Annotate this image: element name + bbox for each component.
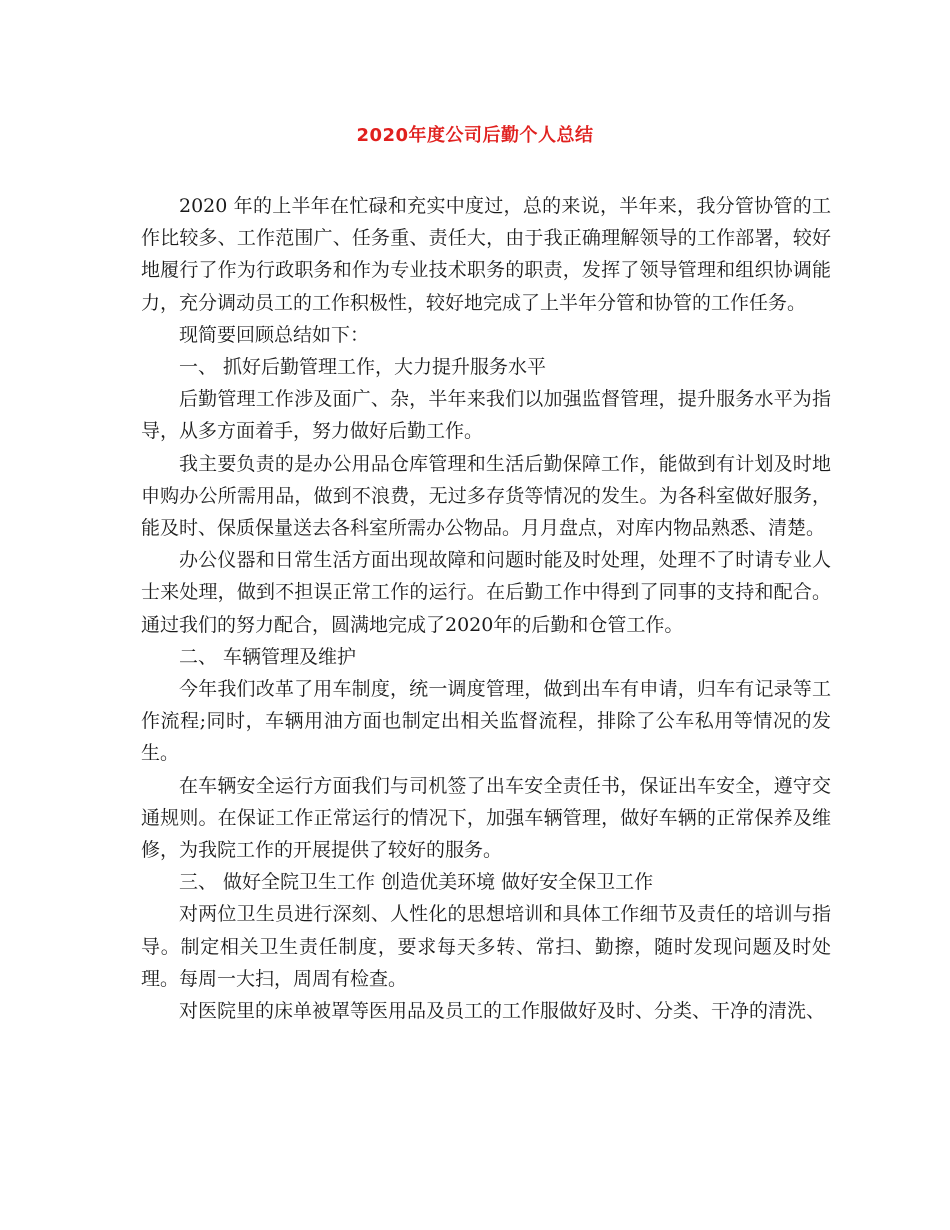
document-body [141,190,831,1027]
paragraph: 我主要负责的是办公用品仓库管理和生活后勤保障工作，能做到有计划及时地申购办公所需用品，做到不浪费，无过多存货等情况的发生。为各科室做好服务，能及时、保质保量送去各科室所需办公物品。月月盘点，对库内物品熟悉、清楚。 [141,452,831,540]
paragraph: 在车辆安全运行方面我们与司机签了出车安全责任书，保证出车安全，遵守交通规则。在保证工作正常运行的情况下，加强车辆管理，做好车辆的正常保养及维修，为我院工作的开展提供了较好的服务。 [141,774,831,862]
section-heading-1: 一、 抓好后勤管理工作，大力提升服务水平 [179,356,547,379]
paragraph: 对医院里的床单被罩等医用品及员工的工作服做好及时、分类、干净的清洗、 [179,1000,826,1023]
paragraph: 办公仪器和日常生活方面出现故障和问题时能及时处理，处理不了时请专业人士来处理，做到不担误正常工作的运行。在后勤工作中得到了同事的支持和配合。通过我们的努力配合，圆满地完成了2020年的后勤和仓管工作。 [141,549,831,636]
paragraph-intro: 2020 年的上半年在忙碌和充实中度过，总的来说，半年来，我分管协管的工作比较多、工作范围广、任务重、责任大，由于我正确理解领导的工作部署，较好地履行了作为行政职务和作为专业技术职务的职责，发挥了领导管理和组织协调能力，充分调动员工的工作积极性，较好地完成了上半年分管和协管的工作任务。 [141,195,831,314]
document-title: 2020年度公司后勤个人总结 [356,125,594,146]
section-heading-2: 二、 车辆管理及维护 [179,645,357,668]
paragraph-summary-lead: 现简要回顾总结如下： [179,323,370,346]
paragraph: 对两位卫生员进行深刻、人性化的思想培训和具体工作细节及责任的培训与指导。制定相关卫生责任制度，要求每天多转、常扫、勤擦，随时发现问题及时处理。每周一大扫，周周有检查。 [141,903,831,990]
paragraph: 后勤管理工作涉及面广、杂，半年来我们以加强监督管理，提升服务水平为指导，从多方面着手，努力做好后勤工作。 [141,388,831,443]
paragraph: 今年我们改革了用车制度，统一调度管理，做到出车有申请，归车有记录等工作流程;同时，车辆用油方面也制定出相关监督流程，排除了公车私用等情况的发生。 [141,678,831,765]
section-heading-3: 三、 做好全院卫生工作 创造优美环境 做好安全保卫工作 [179,871,654,894]
